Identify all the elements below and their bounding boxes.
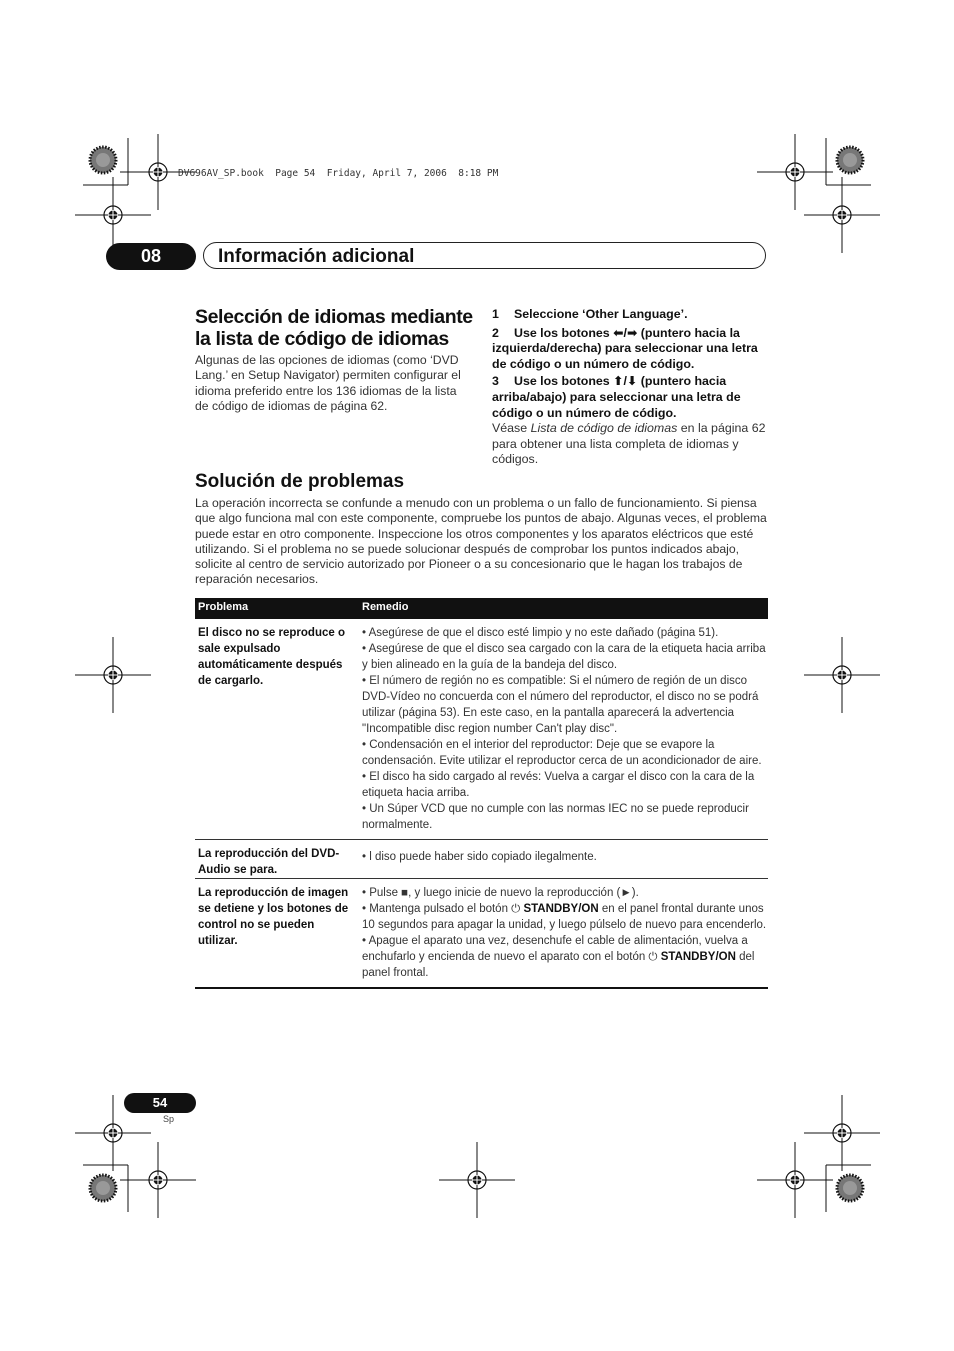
language-code: Sp xyxy=(163,1114,175,1124)
crosshair-mark xyxy=(75,177,151,253)
language-section-heading: Selección de idiomas mediante la lista de código de idiomas xyxy=(195,306,473,350)
starburst-mark xyxy=(90,1175,116,1201)
remedy-item: • l diso puede haber sido copiado ilegalmente. xyxy=(362,851,597,863)
remedy-item: • Un Súper VCD que no cumple con las normas IEC no se puede reproducir normalmente. xyxy=(362,803,749,831)
crosshair-mark xyxy=(804,177,880,253)
remedy-cell xyxy=(359,879,768,987)
troubleshooting-intro: La operación incorrecta se confunde a menudo con un problema o un fallo de funcionamiento. Si piensa que algo funciona mal con este componente, compruebe los puntos de abajo. Algunas veces, el problema puede estar en otro componente. Inspeccione los otros componentes y los aparatos eléctricos que esté utilizando. Si el problema no se puede solucionar después de comprobar los puntos indicados abajo, solicite al centro de servicio autorizado por Pioneer o a su concesionario que le hagan los trabajos de reparación necesarios. xyxy=(195,496,767,587)
troubleshooting-heading: Solución de problemas xyxy=(195,471,405,492)
troubleshooting-table xyxy=(195,598,768,989)
chapter-number: 08 xyxy=(106,243,196,270)
step-note: Véase Lista de código de idiomas en la página 62 para obtener una lista completa de idiomas y códigos. xyxy=(492,421,766,467)
table-row xyxy=(195,879,768,989)
starburst-mark xyxy=(90,147,116,173)
starburst-mark xyxy=(837,147,863,173)
problem-cell: El disco no se reproduce o sale expulsado automáticamente después de cargarlo. xyxy=(198,627,345,687)
page-number: 54 xyxy=(124,1093,196,1113)
step-item: 1 Seleccione ‘Other Language’. xyxy=(492,307,688,321)
starburst-mark xyxy=(837,1175,863,1201)
crosshair-mark xyxy=(804,1095,880,1171)
table-row xyxy=(195,840,768,879)
remedy-cell xyxy=(359,840,768,878)
remedy-item: • Asegúrese de que el disco esté limpio y no este dañado (página 51). xyxy=(362,627,719,639)
crosshair-mark xyxy=(757,134,833,210)
remedy-item: • El disco ha sido cargado al revés: Vuelva a cargar el disco con la cara de la etiqueta hacia arriba. xyxy=(362,771,755,799)
column-header-remedy: Remedio xyxy=(362,601,409,613)
crosshair-mark xyxy=(120,1142,196,1218)
remedy-item: • El número de región no es compatible: Si el número de región de un disco DVD-Vídeo no concuerda con el número del reproductor, el disco no se podrá utilizar (página 53). En este caso, en la pantalla aparecerá la advertencia "Incompatible disc region number Can't play disc". xyxy=(362,675,759,735)
crosshair-mark xyxy=(439,1142,515,1218)
remedy-cell xyxy=(359,619,768,839)
crosshair-mark xyxy=(757,1142,833,1218)
step-item: 2 Use los botones ⬅/➡ (puntero hacia la izquierda/derecha) para seleccionar una letra de código o un número de código. xyxy=(492,325,758,371)
problem-cell: La reproducción del DVD-Audio se para. xyxy=(198,848,340,876)
crosshair-mark xyxy=(804,637,880,713)
crosshair-mark xyxy=(75,637,151,713)
remedy-item: • Mantenga pulsado el botón ⏻ STANDBY/ON en el panel frontal durante unos 10 segundos para apagar la unidad, y luego púlselo de nuevo para encenderlo. xyxy=(362,903,767,931)
language-section-body: Algunas de las opciones de idiomas (como ‘DVD Lang.’ en Setup Navigator) permiten configurar el idioma preferido entre los 136 idiomas de la lista de código de idiomas de página 62. xyxy=(195,353,461,413)
table-header xyxy=(195,598,768,619)
chapter-title: Información adicional xyxy=(203,242,766,269)
book-slug: DV696AV_SP.book Page 54 Friday, April 7, 2006 8:18 PM xyxy=(178,168,499,179)
remedy-item: • Asegúrese de que el disco sea cargado con la cara de la etiqueta hacia arriba y bien alineado en la guía de la bandeja del disco. xyxy=(362,643,766,671)
table-row xyxy=(195,619,768,840)
column-header-problem: Problema xyxy=(198,601,249,613)
remedy-item: • Apague el aparato una vez, desenchufe el cable de alimentación, vuelva a enchufarlo y encienda de nuevo el aparato con el botón ⏻ STANDBY/ON del panel frontal. xyxy=(362,935,755,979)
step-item: 3 Use los botones ⬆/⬇ (puntero hacia arriba/abajo) para seleccionar una letra de código o un número de código. xyxy=(492,374,741,420)
remedy-item: • Pulse ■, y luego inicie de nuevo la reproducción (►). xyxy=(362,887,639,899)
problem-cell: La reproducción de imagen se detiene y los botones de control no se pueden utilizar. xyxy=(198,887,349,947)
remedy-item: • Condensación en el interior del reproductor: Deje que se evapore la condensación. Evite utilizar el reproductor cerca de un acondicionador de aire. xyxy=(362,739,762,767)
language-steps xyxy=(492,307,772,468)
